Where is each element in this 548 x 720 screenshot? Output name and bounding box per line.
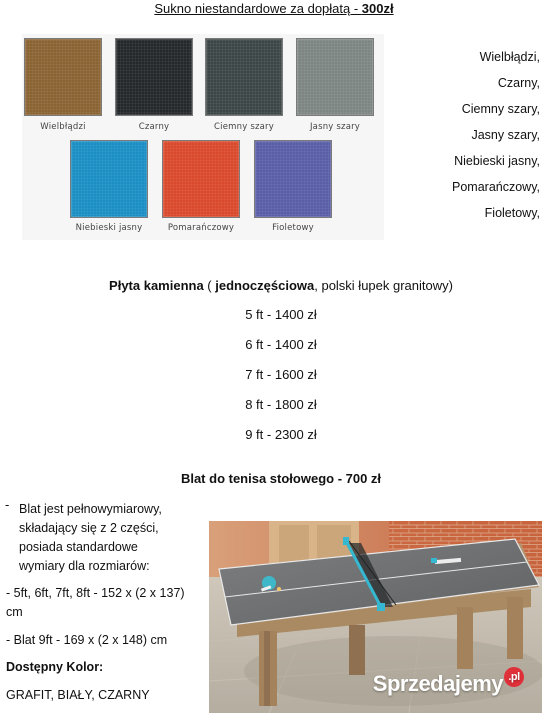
swatch-label: Pomarańczowy: [167, 223, 235, 233]
swatch-panel: [22, 34, 384, 240]
size-line-1a: - 5ft, 6ft, 7ft, 8ft - 152 x (2 x 137): [6, 586, 185, 600]
color-list-item: Ciemny szary,: [461, 102, 540, 116]
price-item: 9 ft - 2300 zł: [245, 427, 317, 442]
color-list-item: Pomarańczowy,: [452, 180, 540, 194]
swatch-light-grey: [296, 38, 374, 116]
price-item: 5 ft - 1400 zł: [245, 307, 317, 322]
swatch-camel: [24, 38, 102, 116]
stone-title-rest: , polski łupek granitowy): [314, 278, 453, 293]
title-price: 300zł: [361, 1, 394, 16]
color-list-item: Fioletowy,: [484, 206, 540, 220]
price-item: 7 ft - 1600 zł: [245, 367, 317, 382]
stone-title-mid: (: [203, 278, 216, 293]
swatch-light-blue: [70, 140, 148, 218]
color-list-item: Jasny szary,: [471, 128, 540, 142]
desc-line: Blat jest pełnowymiarowy,: [19, 502, 162, 516]
swatch-black: [115, 38, 193, 116]
stone-title-bold: Płyta kamienna: [109, 278, 204, 293]
desc-line: składający się z 2 części,: [19, 521, 159, 535]
swatch-label: Jasny szary: [309, 122, 361, 132]
swatch-label: Czarny: [138, 122, 170, 132]
bullet-dash: -: [5, 497, 10, 512]
color-list-item: Czarny,: [497, 76, 540, 90]
size-line-2: - Blat 9ft - 169 x (2 x 148) cm: [6, 633, 168, 647]
price-item: 6 ft - 1400 zł: [245, 337, 317, 352]
watermark-badge: .pl: [504, 667, 524, 687]
swatch-label: Ciemny szary: [214, 122, 274, 132]
swatch-label: Fioletowy: [272, 223, 314, 233]
stone-title-bold2: jednoczęściowa: [215, 278, 315, 293]
product-photo: [209, 521, 542, 713]
desc-line: wymiary dla rozmiarów:: [19, 559, 150, 573]
price-item: 8 ft - 1800 zł: [245, 397, 317, 412]
tennis-description: [19, 500, 162, 576]
title-prefix: Sukno niestandardowe za dopłatą -: [154, 1, 362, 16]
watermark-text: Sprzedajemy: [372, 671, 503, 696]
stone-price-list: [0, 300, 548, 450]
color-list-item: Niebieski jasny,: [454, 154, 540, 168]
size-line-1: [6, 584, 185, 622]
tennis-heading: Blat do tenisa stołowego - 700 zł: [180, 471, 382, 486]
stone-heading: [0, 278, 548, 293]
color-list-item: Wielbłądzi,: [479, 50, 540, 64]
watermark: [373, 671, 524, 697]
page-title: [0, 1, 548, 16]
swatch-dark-grey: [205, 38, 283, 116]
desc-line: posiada standardowe: [19, 540, 138, 554]
swatch-label: Niebieski jasny: [75, 223, 143, 233]
size-line-1b: cm: [6, 605, 23, 619]
color-list: [452, 44, 540, 226]
swatch-label: Wielbłądzi: [40, 122, 86, 132]
color-heading: Dostępny Kolor:: [6, 660, 104, 674]
available-colors: GRAFIT, BIAŁY, CZARNY: [6, 688, 150, 702]
swatch-violet: [254, 140, 332, 218]
swatch-orange: [162, 140, 240, 218]
